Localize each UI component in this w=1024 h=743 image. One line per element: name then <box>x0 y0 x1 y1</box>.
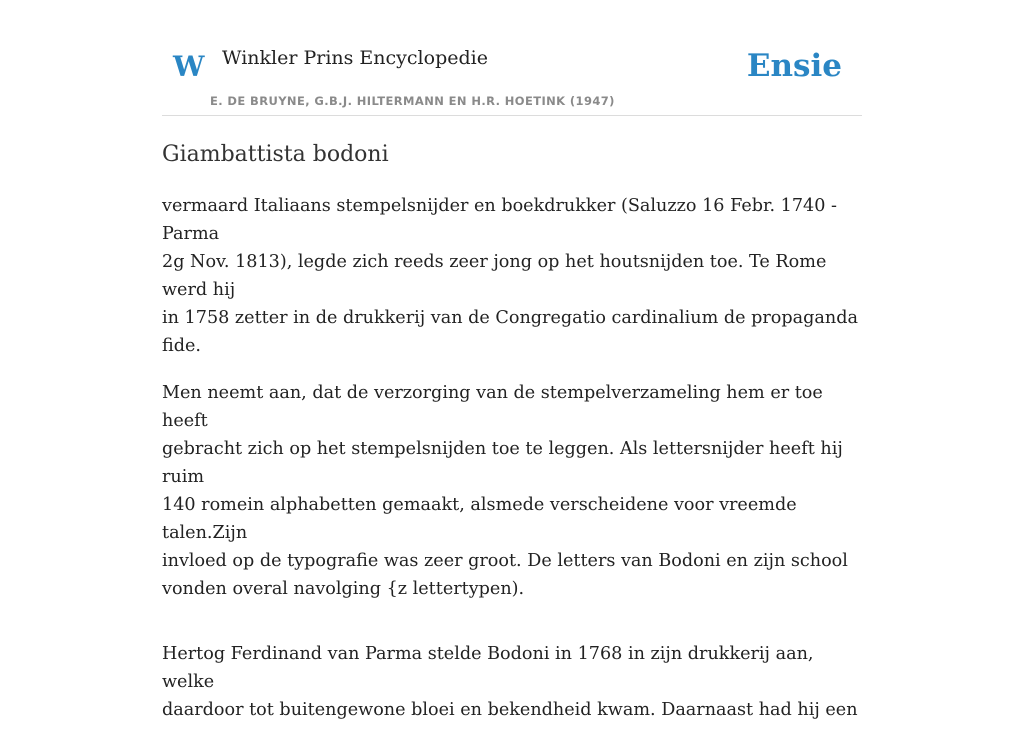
article-paragraph: Men neemt aan, dat de verzorging van de stempelverzameling hem er toe heeft gebracht zich op het stempelsnijden toe te leggen. Als lettersnijder heeft hij ruim 140 romein alphabetten gemaakt, alsmede verscheidene voor vreemde talen.Zijn invloed op de typografie was zeer groot. De letters van Bodoni en zijn school vonden overal navolging {z lettertypen). <box>162 383 848 599</box>
encyclopedia-authors: E. DE BRUYNE, G.B.J. HILTERMANN EN H.R. HOETINK (1947) <box>210 94 615 108</box>
article-paragraph: vermaard Italiaans stempelsnijder en boekdrukker (Saluzzo 16 Febr. 1740 - Parma 2g Nov. 1813), legde zich reeds zeer jong op het houtsnijden toe. Te Rome werd hij in 1758 zetter in de drukkerij van de Congregatio cardinalium de propaganda fide. <box>162 196 858 356</box>
article-paragraph: Hertog Ferdinand van Parma stelde Bodoni in 1768 in zijn drukkerij aan, welke daardoor tot buitengewone bloei en bekendheid kwam. Daarnaast had hij een <box>162 644 858 720</box>
site-header <box>162 40 862 116</box>
encyclopedia-title[interactable]: Winkler Prins Encyclopedie <box>222 47 488 69</box>
winkler-prins-logo[interactable]: W <box>173 50 205 83</box>
article-body <box>162 192 862 743</box>
ensie-logo[interactable]: Ensie <box>746 48 842 84</box>
article-title: Giambattista bodoni <box>162 142 389 167</box>
